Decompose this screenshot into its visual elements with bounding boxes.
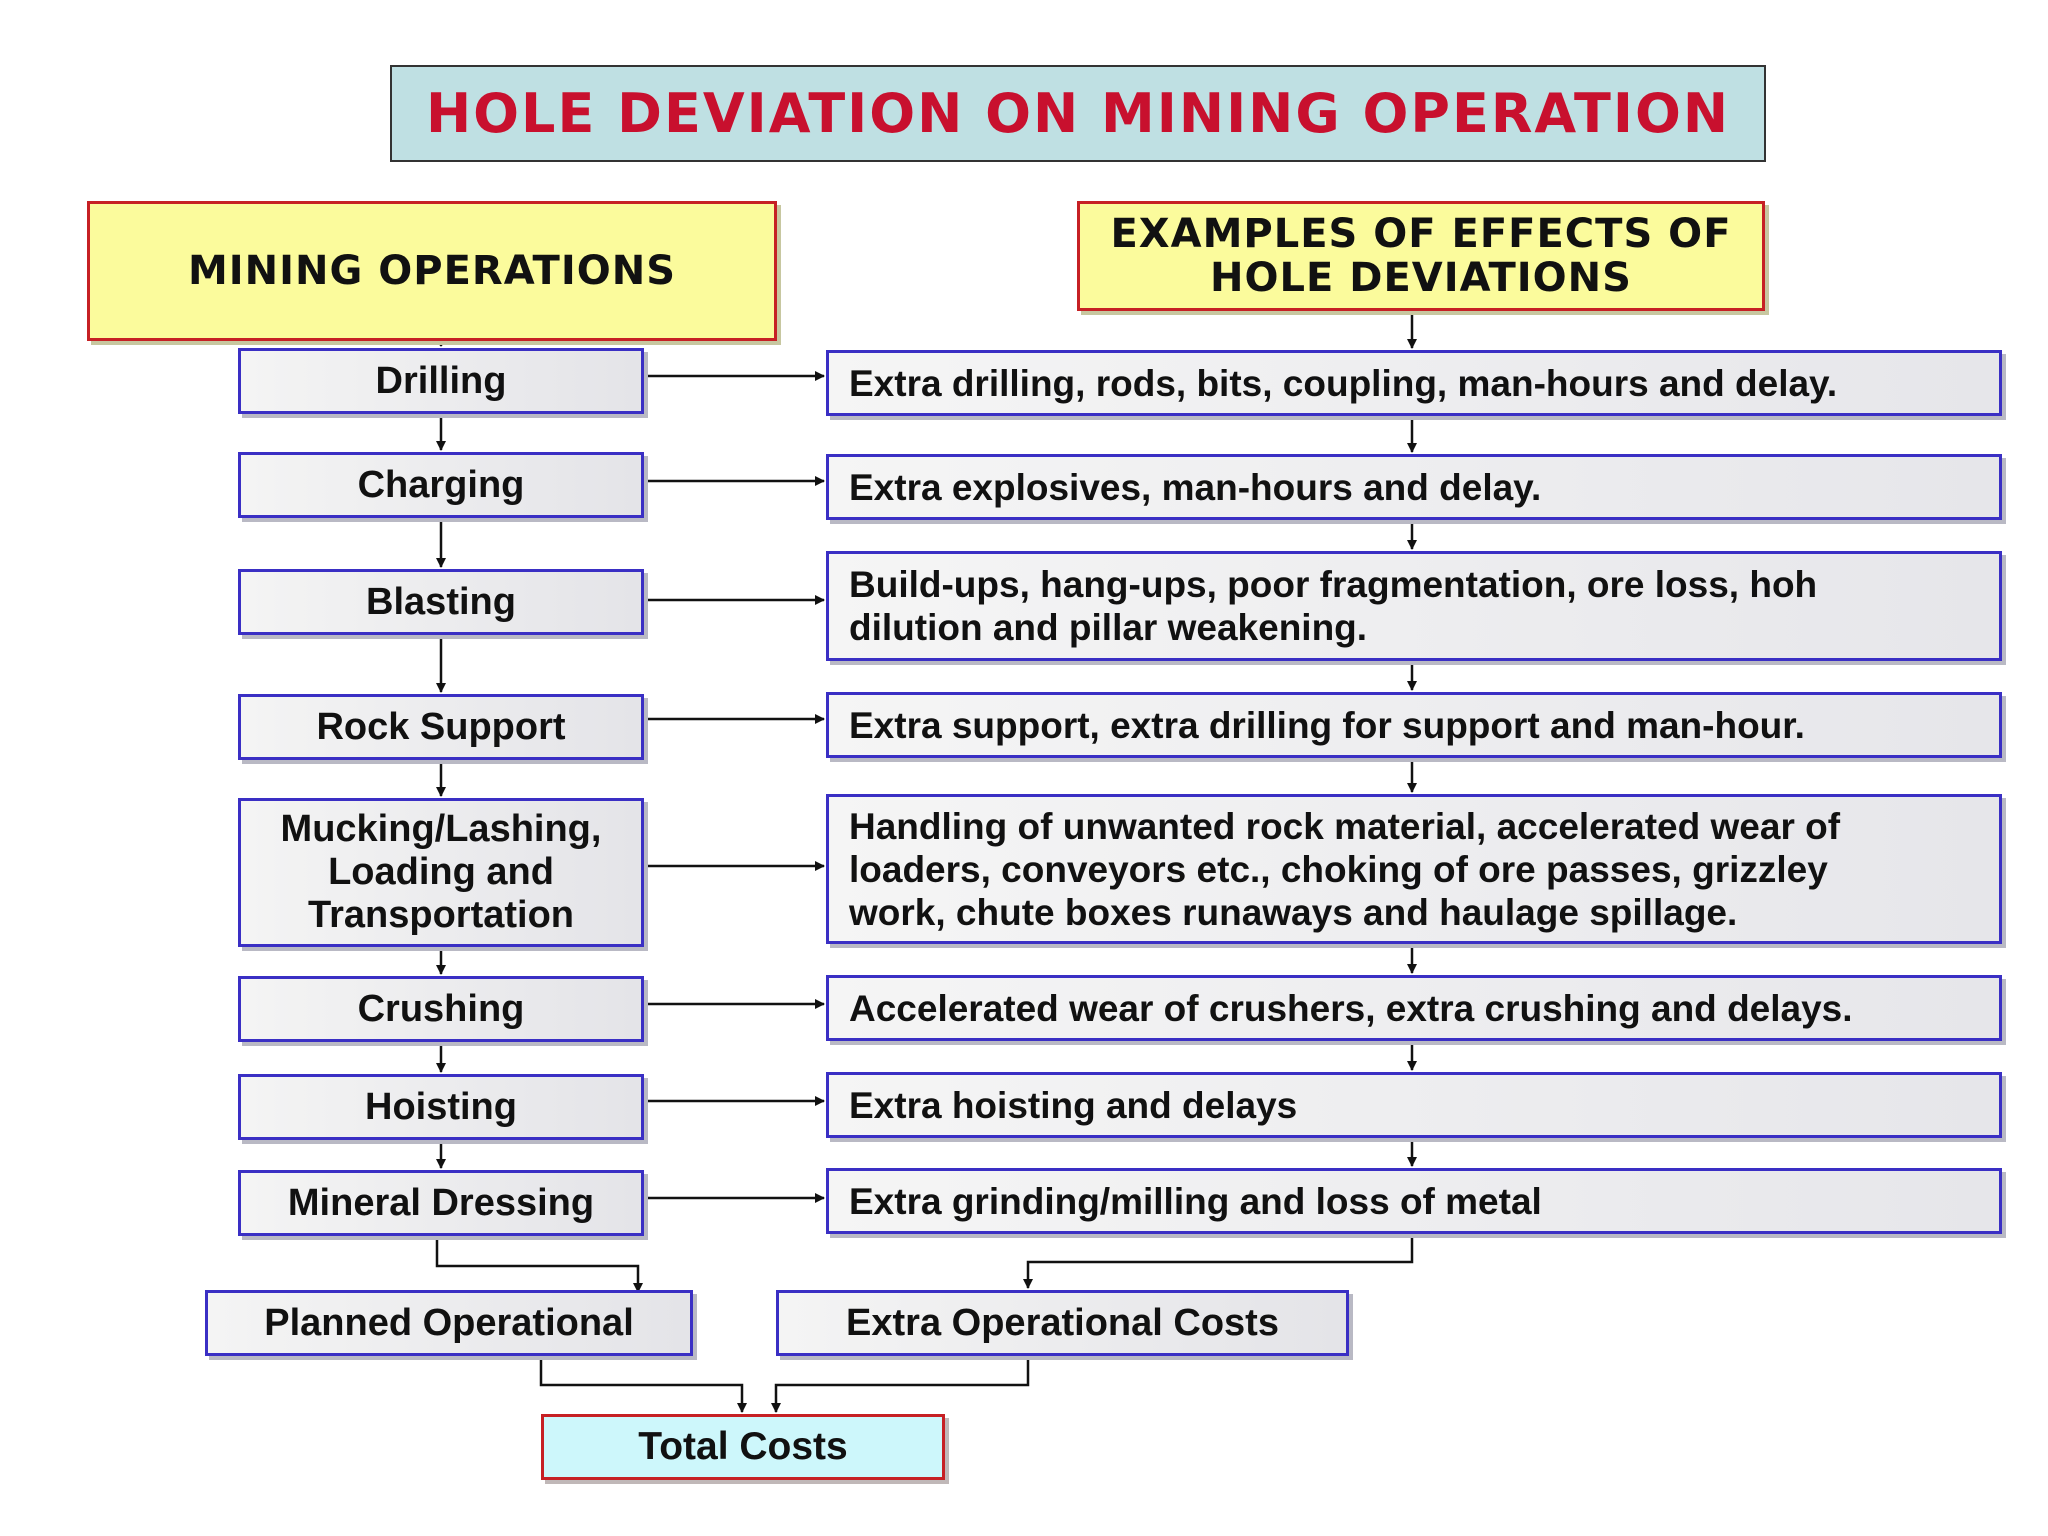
effects-header-line1: EXAMPLES OF EFFECTS OF: [1110, 211, 1732, 257]
arrow-extra-to-total: [776, 1356, 1028, 1412]
arrow-planned-to-total: [541, 1356, 742, 1412]
effect-hoisting: Extra hoisting and delays: [826, 1072, 2002, 1138]
step-mucking-line1: Mucking/Lashing,: [280, 808, 602, 850]
effect-drilling: Extra drilling, rods, bits, coupling, man-hours and delay.: [826, 350, 2002, 416]
effect-mineral-dressing: Extra grinding/milling and loss of metal: [826, 1168, 2002, 1234]
step-charging: Charging: [238, 452, 644, 518]
effects-header-line2: HOLE DEVIATIONS: [1210, 255, 1632, 301]
arrow-effects-to-extra: [1028, 1234, 1412, 1288]
step-mineral-dressing: Mineral Dressing: [238, 1170, 644, 1236]
mining-operations-header: MINING OPERATIONS: [87, 201, 777, 341]
effect-crushing: Accelerated wear of crushers, extra crushing and delays.: [826, 975, 2002, 1041]
planned-operational-box: Planned Operational: [205, 1290, 693, 1356]
step-crushing: Crushing: [238, 976, 644, 1042]
effect-mucking-line1: Handling of unwanted rock material, accelerated wear of: [849, 805, 1841, 847]
extra-operational-costs-box: Extra Operational Costs: [776, 1290, 1349, 1356]
step-mucking-loading-transportation: [238, 798, 644, 947]
page-title: HOLE DEVIATION ON MINING OPERATION: [390, 65, 1766, 162]
effect-blasting: [826, 551, 2002, 661]
effect-mucking: [826, 794, 2002, 944]
step-blasting: Blasting: [238, 569, 644, 635]
effect-mucking-line3: work, chute boxes runaways and haulage spillage.: [849, 891, 1738, 933]
step-drilling: Drilling: [238, 348, 644, 414]
step-rock-support: Rock Support: [238, 694, 644, 760]
step-mucking-line2: Loading and: [328, 851, 554, 893]
step-mucking-line3: Transportation: [307, 894, 575, 936]
arrow-mineral-to-planned: [437, 1237, 638, 1292]
effect-charging: Extra explosives, man-hours and delay.: [826, 454, 2002, 520]
effect-blasting-line2: dilution and pillar weakening.: [849, 607, 1368, 648]
total-costs-box: Total Costs: [541, 1414, 945, 1480]
effect-rock-support: Extra support, extra drilling for support and man-hour.: [826, 692, 2002, 758]
effects-header: [1077, 201, 1765, 311]
effect-blasting-line1: Build-ups, hang-ups, poor fragmentation, ore loss, hoh: [849, 564, 1818, 605]
step-hoisting: Hoisting: [238, 1074, 644, 1140]
effect-mucking-line2: loaders, conveyors etc., choking of ore passes, grizzley: [849, 848, 1828, 890]
